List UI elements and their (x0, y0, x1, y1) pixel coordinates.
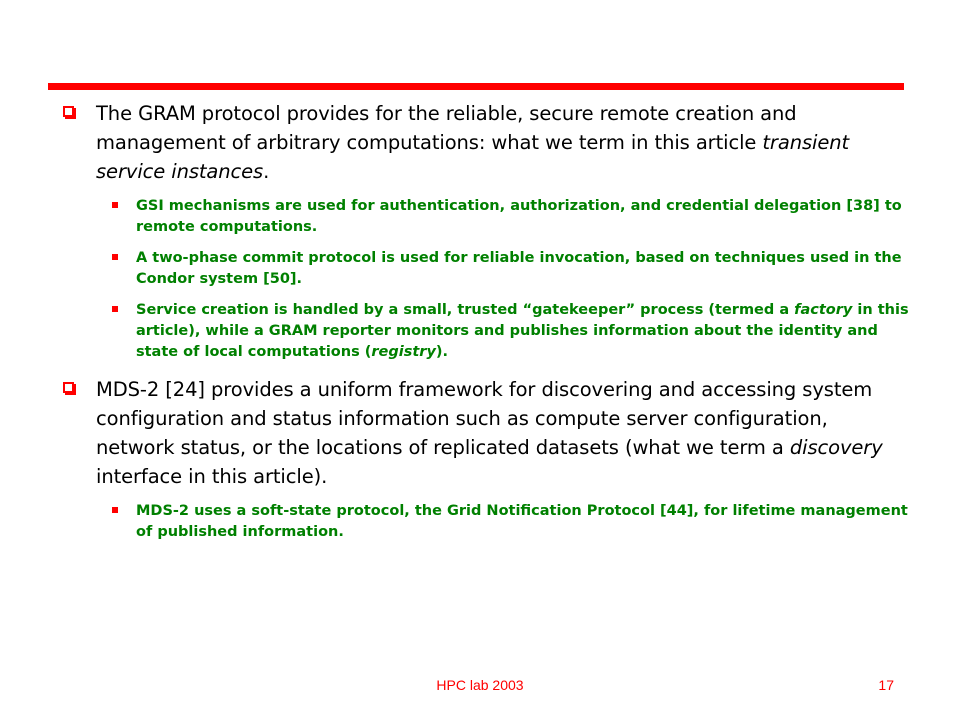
sub-bullet-service-creation (102, 300, 910, 363)
square-bullet-icon (112, 254, 118, 260)
sub-bullet-text: A two-phase commit protocol is used for reliable invocation, based on techniques used in the Condor system [50]. (136, 250, 902, 287)
sub-bullet-text: MDS-2 uses a soft-state protocol, the Grid Notification Protocol [44], for lifetime management of published information. (136, 503, 908, 540)
footer-label: HPC lab 2003 (436, 677, 524, 693)
hollow-square-bullet-icon (63, 106, 74, 117)
sub-bullet-gsi (102, 196, 910, 238)
sub-bullet-two-phase-commit (102, 248, 910, 290)
square-bullet-icon (112, 202, 118, 208)
gram-sub-list (60, 196, 910, 363)
sub-bullet-soft-state (102, 501, 910, 543)
square-bullet-icon (112, 306, 118, 312)
bullet-mds2 (60, 375, 910, 491)
title-divider-bar (48, 83, 904, 90)
bullet-mds2-text: MDS-2 [24] provides a uniform framework for discovering and accessing system configuration and status information such as compute server configuration, network status, or the locations of replicated datasets (what we term a discovery interface in this article). (96, 378, 883, 488)
bullet-gram-text: The GRAM protocol provides for the reliable, secure remote creation and management of arbitrary computations: what we term in this article transient service instances. (96, 102, 850, 183)
sub-bullet-text: Service creation is handled by a small, trusted “gatekeeper” process (termed a factory in this article), while a GRAM reporter monitors and publishes information about the identity and state of local computations (registry). (136, 302, 909, 360)
bullet-gram (60, 99, 910, 186)
page-number: 17 (878, 677, 894, 693)
sub-bullet-text: GSI mechanisms are used for authentication, authorization, and credential delegation [38] to remote computations. (136, 198, 902, 235)
hollow-square-bullet-icon (63, 382, 74, 393)
mds2-sub-list (60, 501, 910, 543)
slide-body (60, 99, 910, 555)
square-bullet-icon (112, 507, 118, 513)
